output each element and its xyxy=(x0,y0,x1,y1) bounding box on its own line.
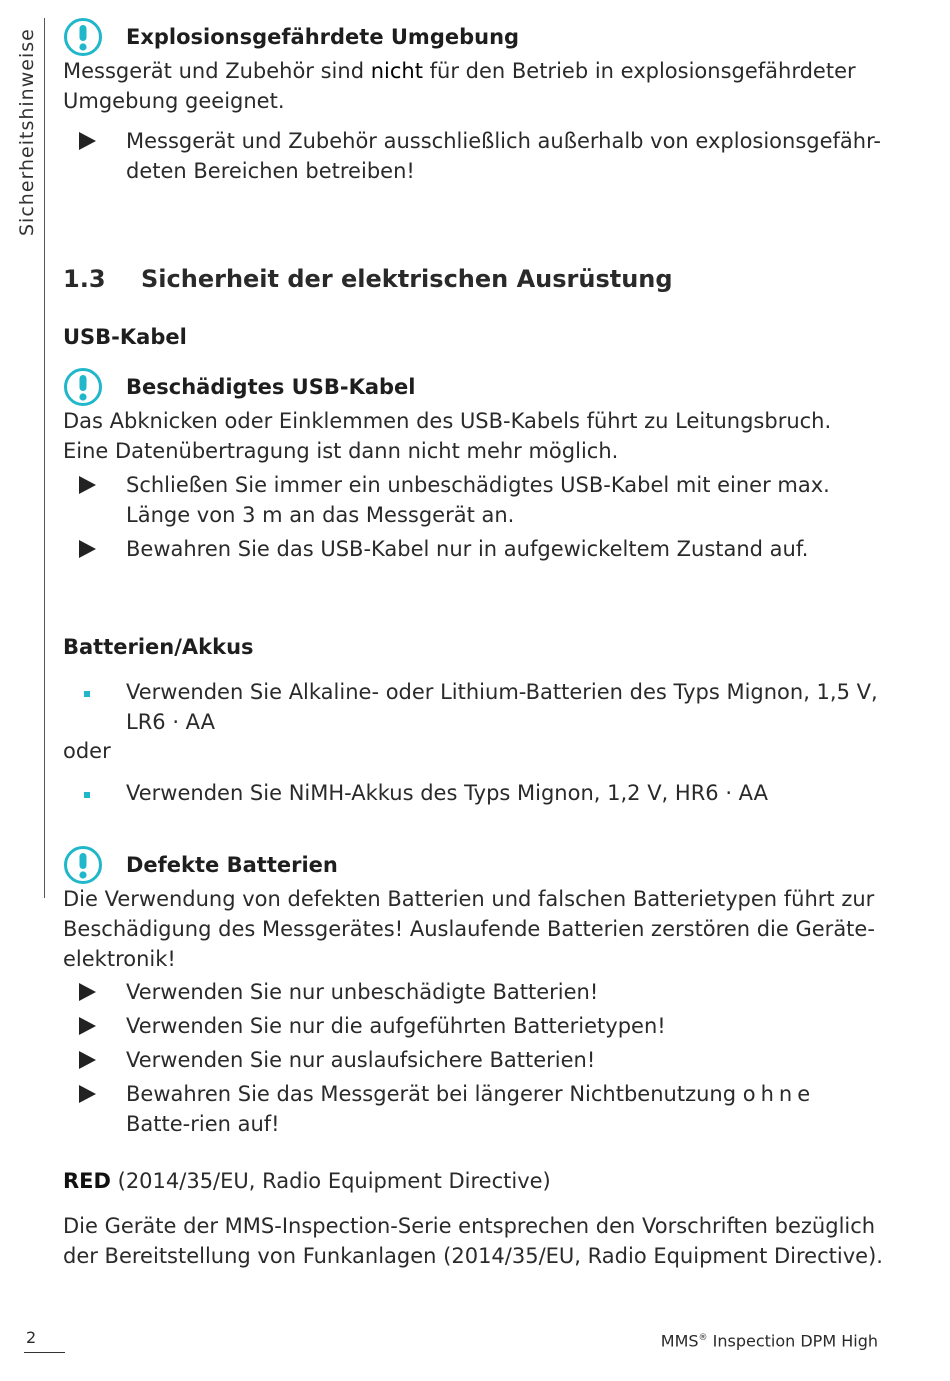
list-item xyxy=(63,677,883,737)
side-section-label: Sicherheitshinweise xyxy=(16,28,38,236)
text-segment: Batte-rien auf! xyxy=(126,1112,280,1136)
section-heading xyxy=(63,262,673,296)
list-item xyxy=(63,534,883,564)
side-divider xyxy=(44,18,45,898)
warning-explosion xyxy=(63,17,883,57)
paragraph: Das Abknicken oder Einklemmen des USB-Kabels führt zu Leitungsbruch. Eine Datenübertragung ist dann nicht mehr möglich. xyxy=(63,409,832,463)
list-item-text: Verwenden Sie nur unbeschädigte Batterien! xyxy=(126,980,599,1004)
explosion-bullets xyxy=(63,126,883,186)
explosion-text xyxy=(63,56,883,116)
list-item-text: Verwenden Sie nur die aufgeführten Batterietypen! xyxy=(126,1014,666,1038)
emphasis-text: nicht xyxy=(370,59,423,83)
list-item-text: Schließen Sie immer ein unbeschädigtes USB-Kabel mit einer max. Länge von 3 m an das Messgerät an. xyxy=(126,473,830,527)
warning-batteries xyxy=(63,845,883,885)
arrow-bullet-icon xyxy=(79,476,96,494)
section-number: 1.3 xyxy=(63,265,106,293)
battery-bullets xyxy=(63,977,883,1139)
paragraph: oder xyxy=(63,739,111,763)
list-item-text: Verwenden Sie NiMH-Akkus des Typs Mignon, 1,2 V, HR6 · AA xyxy=(126,781,768,805)
list-item xyxy=(63,126,883,186)
list-item-text: Verwenden Sie Alkaline- oder Lithium-Batterien des Typs Mignon, 1,5 V, LR6 · AA xyxy=(126,680,878,734)
red-label: RED xyxy=(63,1169,111,1193)
arrow-bullet-icon xyxy=(79,1085,96,1103)
battery-option-1 xyxy=(63,677,883,737)
batteries-text xyxy=(63,884,883,974)
brand-text: MMS xyxy=(660,1331,699,1351)
usb-heading: USB-Kabel xyxy=(63,325,187,349)
batteries-heading: Batterien/Akkus xyxy=(63,635,254,659)
red-text xyxy=(63,1211,883,1271)
paragraph: Die Verwendung von defekten Batterien und falschen Batterietypen führt zur Beschädigung des Messgerätes! Auslaufende Batterien zerstören die Geräte-elektronik! xyxy=(63,887,875,971)
page-number: 2 xyxy=(26,1328,37,1347)
arrow-bullet-icon xyxy=(79,1051,96,1069)
square-bullet-icon xyxy=(84,691,90,697)
list-item-text: Verwenden Sie nur auslaufsichere Batterien! xyxy=(126,1048,596,1072)
usb-text xyxy=(63,406,883,466)
text-segment: Inspection DPM High xyxy=(707,1331,878,1351)
list-item xyxy=(63,977,883,1007)
square-bullet-icon xyxy=(84,792,90,798)
warning-title: Explosionsgefährdete Umgebung xyxy=(126,25,520,49)
list-item-text: Messgerät und Zubehör ausschließlich außerhalb von explosionsgefähr-deten Bereichen betreiben! xyxy=(126,129,881,183)
arrow-bullet-icon xyxy=(79,132,96,150)
battery-option-2 xyxy=(63,778,883,808)
warning-icon xyxy=(63,845,103,885)
usb-bullets xyxy=(63,470,883,564)
list-item xyxy=(63,778,883,808)
list-item xyxy=(63,470,883,530)
warning-title: Defekte Batterien xyxy=(126,853,338,877)
text-segment: Bewahren Sie das Messgerät bei längerer Nichtbenutzung xyxy=(126,1082,743,1106)
paragraph: Die Geräte der MMS-Inspection-Serie entsprechen den Vorschriften bezüglich der Bereitstellung von Funkanlagen (2014/35/EU, Radio Equipment Directive). xyxy=(63,1214,883,1268)
section-title: Sicherheit der elektrischen Ausrüstung xyxy=(141,265,673,293)
footer-title xyxy=(661,1327,878,1352)
text-segment: Messgerät und Zubehör sind xyxy=(63,59,371,83)
list-item-text: Bewahren Sie das USB-Kabel nur in aufgewickeltem Zustand auf. xyxy=(126,537,809,561)
arrow-bullet-icon xyxy=(79,540,96,558)
or-text xyxy=(63,736,883,766)
warning-icon xyxy=(63,367,103,407)
arrow-bullet-icon xyxy=(79,983,96,1001)
footer-rule xyxy=(24,1352,65,1353)
emphasis-text: ohne xyxy=(742,1082,816,1106)
red-line xyxy=(63,1166,883,1196)
warning-usb xyxy=(63,367,883,407)
registered-mark: ® xyxy=(698,1333,708,1343)
list-item xyxy=(63,1079,883,1139)
text-segment: (2014/35/EU, Radio Equipment Directive) xyxy=(110,1169,551,1193)
list-item xyxy=(63,1045,883,1075)
text-segment: für den Betrieb in explosionsgefährdeter Umgebung geeignet. xyxy=(63,59,856,113)
list-item xyxy=(63,1011,883,1041)
warning-title: Beschädigtes USB-Kabel xyxy=(126,375,416,399)
warning-icon xyxy=(63,17,103,57)
arrow-bullet-icon xyxy=(79,1017,96,1035)
